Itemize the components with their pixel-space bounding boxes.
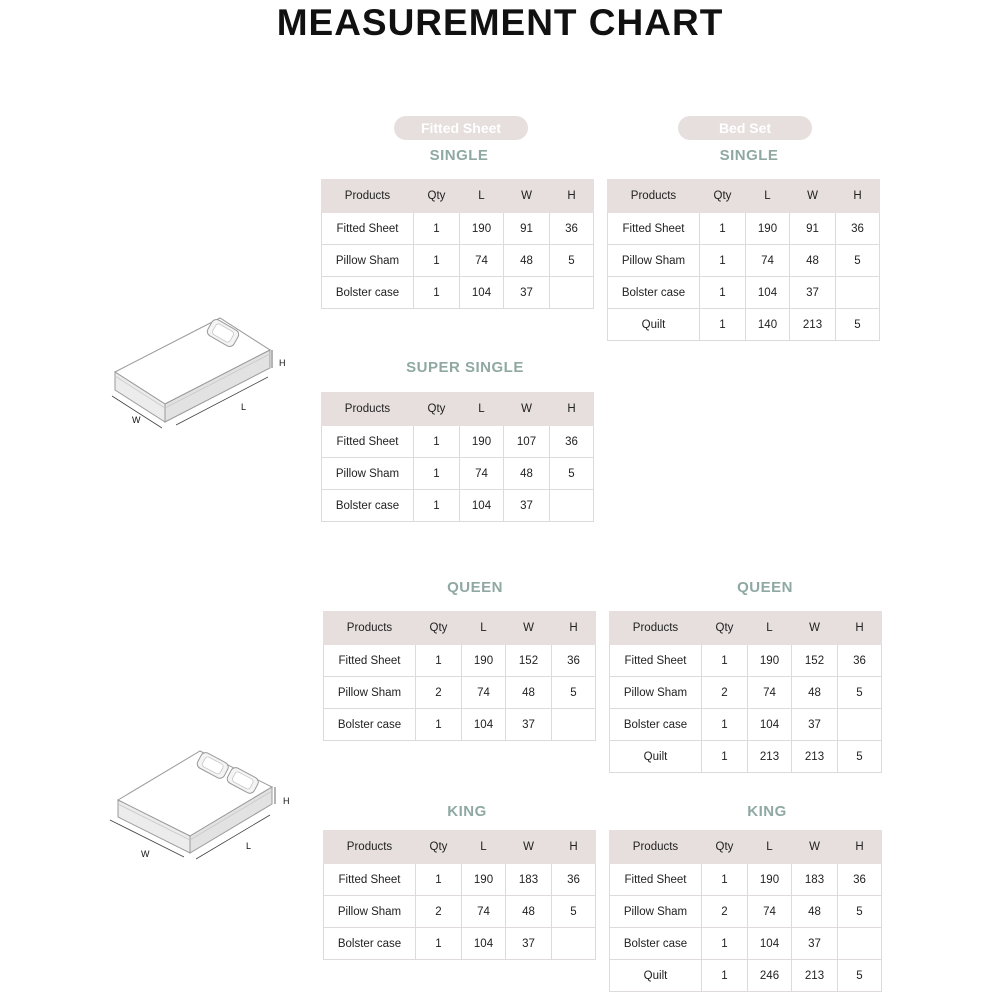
table-cell: Pillow Sham [324, 677, 416, 709]
column-header: H [550, 393, 594, 426]
column-header: L [462, 612, 506, 645]
table-cell: Bolster case [610, 709, 702, 741]
table-cell: Fitted Sheet [322, 426, 414, 458]
table-cell: 1 [416, 928, 462, 960]
table-cell: 1 [414, 458, 460, 490]
table-cell: Bolster case [610, 928, 702, 960]
table-cell: Fitted Sheet [610, 864, 702, 896]
table-row [608, 309, 880, 341]
table-cell: 37 [506, 928, 552, 960]
table-cell: 1 [416, 645, 462, 677]
table-cell: 190 [460, 426, 504, 458]
column-header: Qty [700, 180, 746, 213]
table-cell: 1 [702, 864, 748, 896]
table-cell: Bolster case [608, 277, 700, 309]
table-row [322, 426, 594, 458]
column-header: W [790, 180, 836, 213]
table-cell: Bolster case [322, 277, 414, 309]
table-cell: 74 [748, 677, 792, 709]
table-cell: 37 [792, 709, 838, 741]
table-row [610, 928, 882, 960]
table-cell: 37 [504, 490, 550, 522]
table-king-bedset [609, 830, 882, 992]
table-cell: 48 [506, 896, 552, 928]
column-header: L [462, 831, 506, 864]
table-cell: 213 [790, 309, 836, 341]
table-cell: 74 [460, 245, 504, 277]
length-label: L [246, 841, 252, 851]
table-cell: Quilt [610, 741, 702, 773]
table-cell: 1 [414, 490, 460, 522]
table-cell [552, 709, 596, 741]
column-header: Qty [702, 612, 748, 645]
table-cell: 5 [836, 245, 880, 277]
table-row [322, 458, 594, 490]
table-cell: 1 [414, 277, 460, 309]
table-cell: 1 [700, 277, 746, 309]
table-cell: 2 [416, 677, 462, 709]
table-cell: 104 [748, 928, 792, 960]
column-header: W [504, 393, 550, 426]
table-row [608, 245, 880, 277]
table-cell: 5 [838, 896, 882, 928]
table-cell: 104 [746, 277, 790, 309]
table-row [322, 490, 594, 522]
table-cell: 5 [550, 245, 594, 277]
column-header: W [792, 831, 838, 864]
section-title-single-fitted: SINGLE [429, 147, 489, 164]
column-header: Qty [702, 831, 748, 864]
table-cell: Quilt [608, 309, 700, 341]
table-cell: 190 [462, 645, 506, 677]
column-header: H [836, 180, 880, 213]
column-header: L [460, 180, 504, 213]
table-cell: 37 [792, 928, 838, 960]
section-title-super-single: SUPER SINGLE [406, 359, 524, 376]
table-cell: 48 [504, 458, 550, 490]
table-row [324, 677, 596, 709]
table-cell: Pillow Sham [608, 245, 700, 277]
table-cell: 1 [414, 426, 460, 458]
section-title-king-fitted: KING [447, 803, 487, 820]
table-cell: 1 [702, 928, 748, 960]
table-cell: 190 [462, 864, 506, 896]
column-header: L [748, 831, 792, 864]
column-header: H [552, 612, 596, 645]
table-cell: 1 [414, 245, 460, 277]
table-row [324, 645, 596, 677]
table-cell: 5 [838, 677, 882, 709]
table-cell: Fitted Sheet [322, 213, 414, 245]
table-cell: 36 [550, 426, 594, 458]
table-cell: 190 [460, 213, 504, 245]
table-cell: 104 [460, 277, 504, 309]
table-cell: 5 [552, 677, 596, 709]
table-cell: 190 [748, 864, 792, 896]
table-cell: 36 [552, 645, 596, 677]
header-row [610, 831, 882, 864]
table-cell [838, 928, 882, 960]
table-cell: 104 [462, 928, 506, 960]
header-row [322, 180, 594, 213]
column-header: Qty [414, 393, 460, 426]
width-label: W [141, 849, 150, 859]
column-header: W [792, 612, 838, 645]
table-cell: Fitted Sheet [324, 645, 416, 677]
table-queen-bedset [609, 611, 882, 773]
table-cell: 213 [748, 741, 792, 773]
table-cell: Fitted Sheet [610, 645, 702, 677]
table-row [610, 741, 882, 773]
table-cell: 36 [836, 213, 880, 245]
length-label: L [241, 402, 247, 412]
table-cell: 5 [552, 896, 596, 928]
table-cell: 1 [416, 864, 462, 896]
column-header: W [506, 831, 552, 864]
table-cell: 5 [836, 309, 880, 341]
table-super-single [321, 392, 594, 522]
column-header: H [838, 612, 882, 645]
section-title-single-bedset: SINGLE [719, 147, 779, 164]
table-cell: 91 [790, 213, 836, 245]
table-cell: 152 [506, 645, 552, 677]
table-cell: 91 [504, 213, 550, 245]
table-cell: Fitted Sheet [324, 864, 416, 896]
table-cell: 37 [504, 277, 550, 309]
width-label: W [132, 415, 141, 425]
table-cell: 1 [702, 741, 748, 773]
column-header: Products [324, 612, 416, 645]
table-cell: 48 [792, 677, 838, 709]
table-row [324, 864, 596, 896]
table-cell: 36 [838, 645, 882, 677]
table-cell: 74 [462, 677, 506, 709]
table-row [610, 864, 882, 896]
table-cell: Fitted Sheet [608, 213, 700, 245]
header-row [608, 180, 880, 213]
table-cell: Bolster case [322, 490, 414, 522]
column-header: H [838, 831, 882, 864]
column-header: Products [324, 831, 416, 864]
table-cell: Pillow Sham [610, 896, 702, 928]
table-single-fitted [321, 179, 594, 309]
table-row [322, 245, 594, 277]
table-row [610, 677, 882, 709]
header-row [610, 612, 882, 645]
column-header: Products [322, 393, 414, 426]
table-cell: 213 [792, 960, 838, 992]
column-header: L [460, 393, 504, 426]
double-bed-illustration [100, 745, 300, 870]
table-cell: 48 [790, 245, 836, 277]
table-cell: 1 [702, 960, 748, 992]
table-cell: 1 [702, 709, 748, 741]
table-cell [550, 277, 594, 309]
table-cell: 104 [460, 490, 504, 522]
table-queen-fitted [323, 611, 596, 741]
table-cell: 107 [504, 426, 550, 458]
table-row [324, 709, 596, 741]
table-cell: 36 [838, 864, 882, 896]
height-label: H [283, 796, 290, 806]
column-header: Qty [414, 180, 460, 213]
table-cell: 48 [506, 677, 552, 709]
table-cell: 213 [792, 741, 838, 773]
table-cell: 74 [462, 896, 506, 928]
header-row [322, 393, 594, 426]
table-row [610, 709, 882, 741]
table-row [324, 896, 596, 928]
table-cell [550, 490, 594, 522]
table-cell: 1 [700, 245, 746, 277]
table-cell: 183 [506, 864, 552, 896]
page-title: MEASUREMENT CHART [276, 2, 724, 43]
table-row [610, 645, 882, 677]
table-cell: 2 [702, 677, 748, 709]
table-cell: 2 [416, 896, 462, 928]
table-cell: 74 [748, 896, 792, 928]
table-cell: 183 [792, 864, 838, 896]
fitted-sheet-pill: Fitted Sheet [394, 116, 528, 140]
table-cell: 36 [550, 213, 594, 245]
table-row [610, 960, 882, 992]
table-cell: Pillow Sham [324, 896, 416, 928]
table-single-bedset [607, 179, 880, 341]
table-cell: 2 [702, 896, 748, 928]
table-cell: 1 [416, 709, 462, 741]
header-row [324, 612, 596, 645]
column-header: H [552, 831, 596, 864]
table-cell: 104 [462, 709, 506, 741]
column-header: Products [322, 180, 414, 213]
table-cell: 37 [506, 709, 552, 741]
column-header: L [746, 180, 790, 213]
table-cell: 5 [550, 458, 594, 490]
table-cell: 48 [504, 245, 550, 277]
table-cell: 1 [414, 213, 460, 245]
table-row [324, 928, 596, 960]
column-header: Products [610, 831, 702, 864]
table-cell: Bolster case [324, 928, 416, 960]
column-header: Qty [416, 612, 462, 645]
header-row [324, 831, 596, 864]
table-cell: 74 [746, 245, 790, 277]
column-header: L [748, 612, 792, 645]
table-cell: 1 [700, 213, 746, 245]
table-cell [838, 709, 882, 741]
table-row [608, 277, 880, 309]
bed-set-pill: Bed Set [678, 116, 812, 140]
table-king-fitted [323, 830, 596, 960]
table-cell: 104 [748, 709, 792, 741]
column-header: W [506, 612, 552, 645]
height-label: H [279, 358, 286, 368]
table-cell: 5 [838, 741, 882, 773]
table-cell: Pillow Sham [322, 458, 414, 490]
table-cell: Pillow Sham [610, 677, 702, 709]
table-cell: Quilt [610, 960, 702, 992]
table-cell: 140 [746, 309, 790, 341]
column-header: Products [608, 180, 700, 213]
column-header: H [550, 180, 594, 213]
table-row [322, 277, 594, 309]
table-row [610, 896, 882, 928]
table-cell: 74 [460, 458, 504, 490]
table-cell: 36 [552, 864, 596, 896]
section-title-queen-fitted: QUEEN [447, 579, 503, 596]
column-header: W [504, 180, 550, 213]
single-bed-illustration [100, 310, 300, 435]
table-cell [552, 928, 596, 960]
table-cell: 190 [746, 213, 790, 245]
table-cell: 1 [700, 309, 746, 341]
table-cell: 1 [702, 645, 748, 677]
section-title-king-bedset: KING [747, 803, 787, 820]
table-cell: 152 [792, 645, 838, 677]
column-header: Products [610, 612, 702, 645]
table-cell: Pillow Sham [322, 245, 414, 277]
table-cell: 5 [838, 960, 882, 992]
table-cell: 48 [792, 896, 838, 928]
table-cell: 37 [790, 277, 836, 309]
column-header: Qty [416, 831, 462, 864]
table-row [608, 213, 880, 245]
table-row [322, 213, 594, 245]
section-title-queen-bedset: QUEEN [737, 579, 793, 596]
table-cell: 190 [748, 645, 792, 677]
table-cell [836, 277, 880, 309]
table-cell: Bolster case [324, 709, 416, 741]
table-cell: 246 [748, 960, 792, 992]
